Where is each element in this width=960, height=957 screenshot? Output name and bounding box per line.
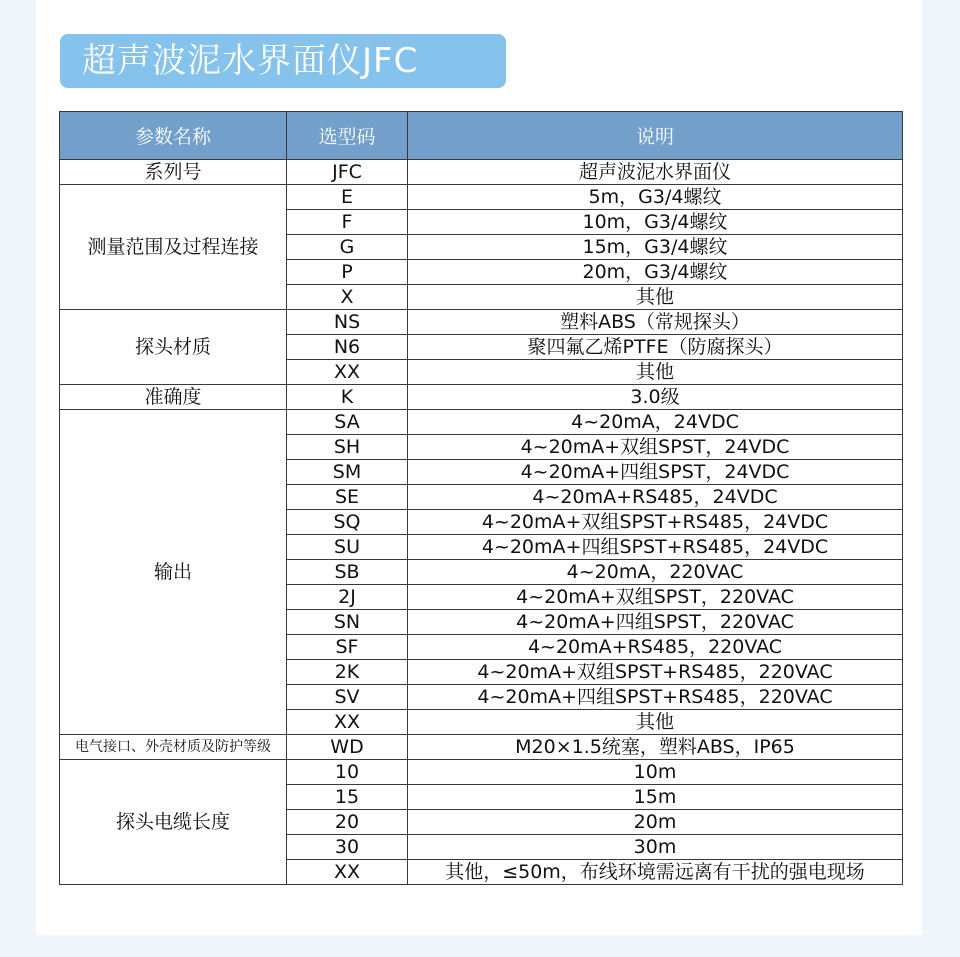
desc-cell: 4~20mA+RS485，220VAC: [408, 635, 903, 660]
code-cell: 2K: [287, 660, 408, 685]
table-row: [60, 735, 903, 760]
desc-cell: 10m，G3/4螺纹: [408, 210, 903, 235]
desc-cell: 10m: [408, 760, 903, 785]
table-row: [60, 385, 903, 410]
desc-cell: 20m，G3/4螺纹: [408, 260, 903, 285]
code-cell: SV: [287, 685, 408, 710]
param-name: 系列号: [60, 160, 287, 185]
code-cell: E: [287, 185, 408, 210]
desc-cell: 3.0级: [408, 385, 903, 410]
code-cell: WD: [287, 735, 408, 760]
code-cell: 20: [287, 810, 408, 835]
desc-cell: 塑料ABS（常规探头）: [408, 310, 903, 335]
code-cell: SE: [287, 485, 408, 510]
desc-cell: 5m，G3/4螺纹: [408, 185, 903, 210]
desc-cell: 4~20mA+四组SPST，24VDC: [408, 460, 903, 485]
desc-cell: 4~20mA+双组SPST+RS485，220VAC: [408, 660, 903, 685]
code-cell: SN: [287, 610, 408, 635]
desc-cell: 4~20mA+双组SPST，24VDC: [408, 435, 903, 460]
code-cell: F: [287, 210, 408, 235]
table-row: [60, 410, 903, 435]
table-header-row: [60, 112, 903, 160]
desc-cell: 4~20mA+四组SPST+RS485，24VDC: [408, 535, 903, 560]
desc-cell: 超声波泥水界面仪: [408, 160, 903, 185]
header-description: 说明: [408, 112, 903, 160]
code-cell: X: [287, 285, 408, 310]
param-name: 电气接口、外壳材质及防护等级: [60, 735, 287, 760]
code-cell: XX: [287, 710, 408, 735]
code-cell: NS: [287, 310, 408, 335]
code-cell: 10: [287, 760, 408, 785]
desc-cell: 其他，≤50m，布线环境需远离有干扰的强电现场: [408, 860, 903, 885]
desc-cell: 聚四氟乙烯PTFE（防腐探头）: [408, 335, 903, 360]
code-cell: JFC: [287, 160, 408, 185]
desc-cell: 4~20mA+双组SPST+RS485，24VDC: [408, 510, 903, 535]
spec-table: [59, 111, 903, 885]
desc-cell: 4~20mA+双组SPST，220VAC: [408, 585, 903, 610]
code-cell: K: [287, 385, 408, 410]
desc-cell: 4~20mA+四组SPST，220VAC: [408, 610, 903, 635]
desc-cell: 其他: [408, 285, 903, 310]
param-name: 输出: [60, 410, 287, 735]
desc-cell: 30m: [408, 835, 903, 860]
code-cell: P: [287, 260, 408, 285]
code-cell: SA: [287, 410, 408, 435]
code-cell: N6: [287, 335, 408, 360]
desc-cell: 20m: [408, 810, 903, 835]
desc-cell: 15m，G3/4螺纹: [408, 235, 903, 260]
param-name: 测量范围及过程连接: [60, 185, 287, 310]
code-cell: G: [287, 235, 408, 260]
header-code: 选型码: [287, 112, 408, 160]
desc-cell: 其他: [408, 710, 903, 735]
code-cell: SF: [287, 635, 408, 660]
table-row: [60, 160, 903, 185]
code-cell: SU: [287, 535, 408, 560]
code-cell: 30: [287, 835, 408, 860]
desc-cell: 其他: [408, 360, 903, 385]
desc-cell: 4~20mA，220VAC: [408, 560, 903, 585]
table-row: [60, 760, 903, 785]
code-cell: SM: [287, 460, 408, 485]
desc-cell: 4~20mA，24VDC: [408, 410, 903, 435]
param-name: 准确度: [60, 385, 287, 410]
param-name: 探头电缆长度: [60, 760, 287, 885]
code-cell: SB: [287, 560, 408, 585]
code-cell: 15: [287, 785, 408, 810]
code-cell: SQ: [287, 510, 408, 535]
desc-cell: 15m: [408, 785, 903, 810]
param-name: 探头材质: [60, 310, 287, 385]
code-cell: SH: [287, 435, 408, 460]
header-param-name: 参数名称: [60, 112, 287, 160]
table-row: [60, 185, 903, 210]
desc-cell: 4~20mA+RS485，24VDC: [408, 485, 903, 510]
table-row: [60, 310, 903, 335]
code-cell: XX: [287, 360, 408, 385]
code-cell: 2J: [287, 585, 408, 610]
desc-cell: 4~20mA+四组SPST+RS485，220VAC: [408, 685, 903, 710]
code-cell: XX: [287, 860, 408, 885]
desc-cell: M20×1.5统塞，塑料ABS，IP65: [408, 735, 903, 760]
page-title: 超声波泥水界面仪JFC: [82, 41, 419, 81]
